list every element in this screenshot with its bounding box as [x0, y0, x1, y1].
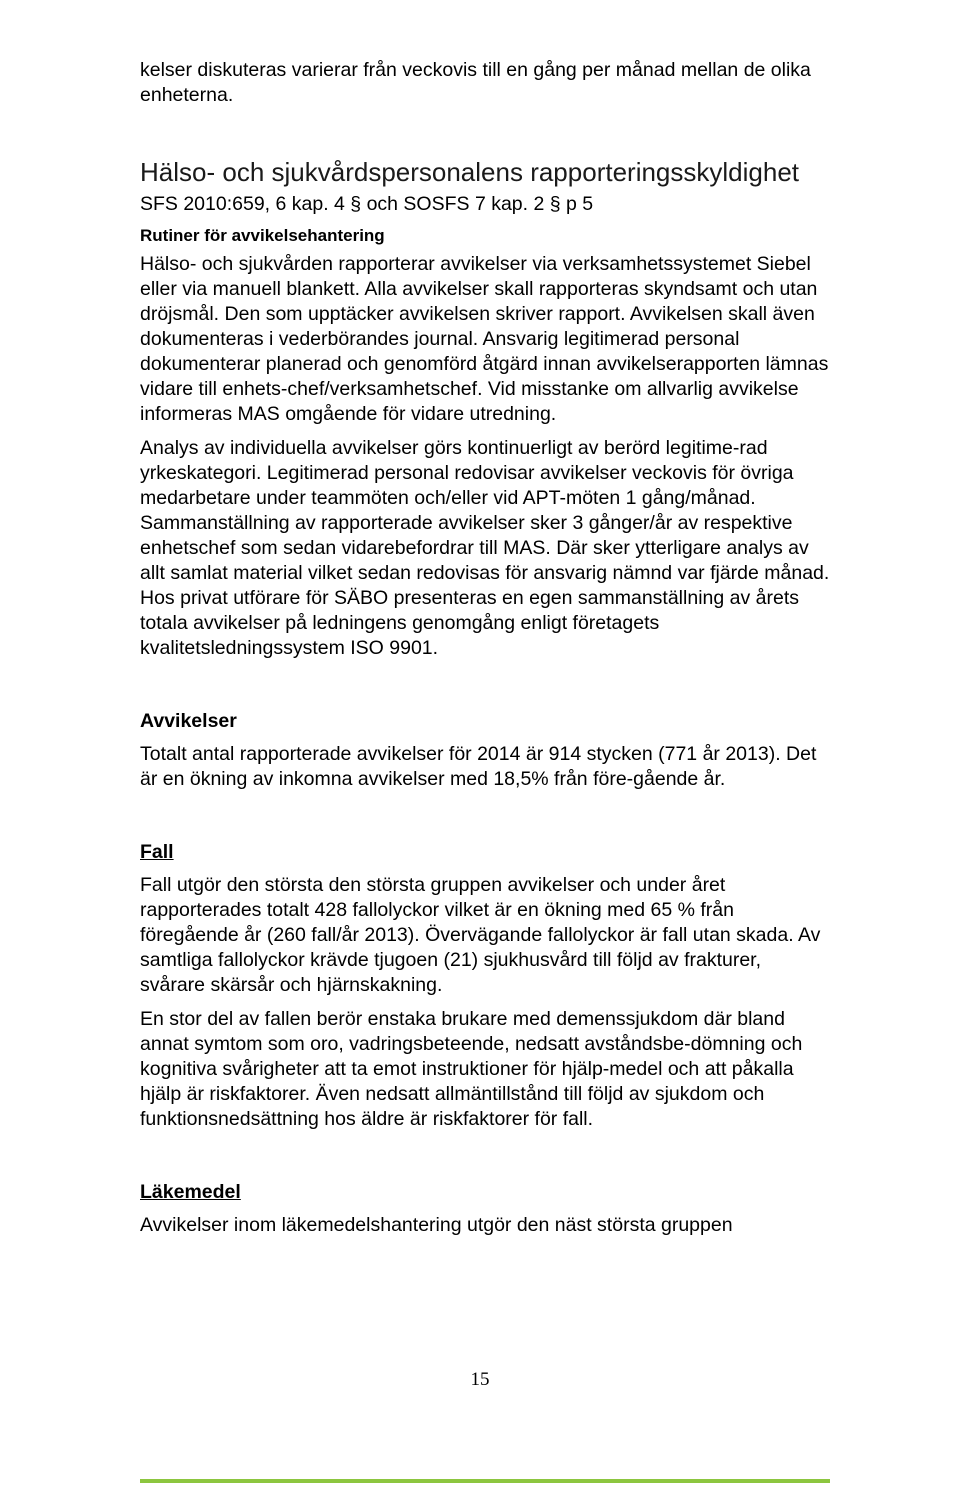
section-heading-rapporteringsskyldighet: Hälso- och sjukvårdspersonalens rapporteringsskyldighet: [140, 157, 800, 187]
section-heading-avvikelser: Avvikelser: [140, 710, 237, 732]
paragraph-rutiner-1: Hälso- och sjukvården rapporterar avvikelser via verksamhetssystemet Siebel eller via manuell blankett. Alla avvikelser skall rapporteras skyndsamt och utan dröjsmål. Den som upptäcker avvikelsen skriver rapport. Avvikelsen skall även dokumenteras i vederbörandes journal. Ansvarig legitimerad personal dokumenterar planerad och genomförd åtgärd innan avvikelserapporten lämnas vidare till enhets-chef/verksamhetschef. Vid misstanke om allvarlig avvikelse informeras MAS omgående för vidare utredning.: [140, 253, 829, 425]
paragraph-avvikelser: Totalt antal rapporterade avvikelser för 2014 är 914 stycken (771 år 2013). Det är en ökning av inkomna avvikelser med 18,5% från före-gående år.: [140, 743, 817, 790]
paragraph-rutiner-2: Analys av individuella avvikelser görs kontinuerligt av berörd legitime-rad yrkeskategori. Legitimerad personal redovisar avvikelser veckovis för övriga medarbetare under teammöten och/eller vid APT-möten 1 gång/månad. Sammanställning av rapporterade avvikelser sker 3 gånger/år av respektive enhetschef som sedan vidarebefordrar till MAS. Där sker ytterligare analys av allt samlat material vilket sedan redovisas för ansvarig nämnd var fjärde månad. Hos privat utförare för SÄBO presenteras en egen sammanställning av årets totala avvikelser på ledningens genomgång enligt företagets kvalitetsledningssystem ISO 9901.: [140, 437, 830, 659]
document-page: [140, 58, 830, 1238]
subheading-rutiner: Rutiner för avvikelsehantering: [140, 226, 385, 245]
page-number: 15: [470, 1369, 490, 1390]
section-heading-fall: Fall: [140, 841, 174, 863]
paragraph-lakemedel: Avvikelser inom läkemedelshantering utgör den näst största gruppen: [140, 1214, 733, 1236]
legal-reference: SFS 2010:659, 6 kap. 4 § och SOSFS 7 kap. 2 § p 5: [140, 193, 594, 215]
paragraph-fall-2: En stor del av fallen berör enstaka brukare med demenssjukdom där bland annat symtom som oro, vadringsbeteende, nedsatt avståndsbe-dömning och kognitiva svårigheter att ta emot instruktioner för hjälp-medel och att påkalla hjälp är riskfaktorer. Även nedsatt allmäntillstånd till följd av sjukdom och funktionsnedsättning hos äldre är riskfaktorer för fall.: [140, 1008, 803, 1130]
section-heading-lakemedel: Läkemedel: [140, 1181, 241, 1203]
intro-paragraph: kelser diskuteras varierar från veckovis till en gång per månad mellan de olika enheterna.: [140, 59, 811, 106]
paragraph-fall-1: Fall utgör den största den största gruppen avvikelser och under året rapporterades totalt 428 fallolyckor vilket är en ökning med 65 % från föregående år (260 fall/år 2013). Övervägande fallolyckor är fall utan skada. Av samtliga fallolyckor krävde tjugoen (21) sjukhusvård till följd av frakturer, svårare skärsår och hjärnskakning.: [140, 874, 821, 996]
footer-divider: [140, 1479, 830, 1483]
